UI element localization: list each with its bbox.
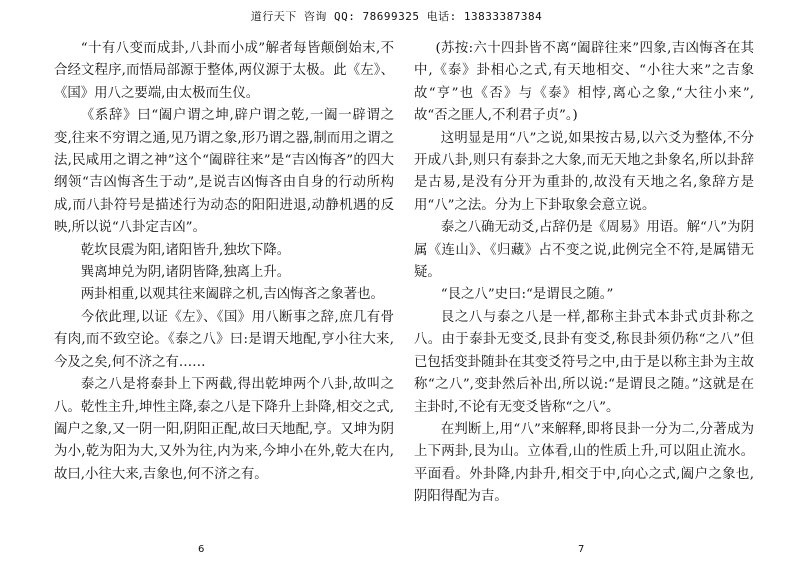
left-page (54, 38, 394, 538)
paragraph: 巽离坤兑为阴,诸阴皆降,独离上升。 (80, 265, 291, 281)
paragraph: 两卦相重,以观其往来阖辟之机,吉凶悔吝之象著也。 (80, 287, 384, 303)
paragraph: “十有八变而成卦,八卦而小成”解者每皆颠倒始末,不合经文程序,而悟局部源于整体,两仪源于太极。此《左》、《国》用八之要端,由太极而生仪。 (54, 41, 394, 101)
paragraph: 艮之八与泰之八是一样,都称主卦式本卦式贞卦称之八。由于泰卦无变爻,艮卦有变爻,称艮卦须仍称“之八”但已包括变卦随卦在其变爻符号之中,由于是以称主卦为主故称“之八”,变卦然后补出,所以说:“是谓艮之随。”这就是在主卦时,不论有无变爻皆称“之八”。 (414, 309, 754, 415)
paragraph: 乾坎艮震为阳,诸阳皆升,独坎下降。 (80, 242, 291, 258)
paragraph: “艮之八”史曰:“是谓艮之随。” (440, 287, 614, 303)
paragraph: (苏按:六十四卦皆不离“阖辟往来”四象,吉凶悔吝在其中,《泰》卦相心之式,有天地相交、“小往大来”之吉象故“亨”也《否》与《泰》相悖,离心之象,“大往小来”,故“否之匪人,不利君子贞”。) (414, 41, 754, 124)
page-number-right: 7 (578, 544, 585, 555)
paragraph: 这明显是用“八”之说,如果按古易,以六爻为整体,不分开成八卦,则只有泰卦之大象,而无天地之卦象名,所以卦辞是古易,是没有分开为重卦的,故没有天地之名,象辞方是用“八”之法。分为上下卦取象会意立说。 (414, 130, 754, 213)
right-page (414, 38, 754, 538)
paragraph: 泰之八确无动爻,占辞仍是《周易》用语。解“八”为阴属《连山》、《归藏》占不变之说,此例完全不符,是属错无疑。 (414, 220, 754, 281)
paragraph: 在判断上,用“八”来解释,即将艮卦一分为二,分著成为上下两卦,艮为山。立体看,山的性质上升,可以阻止流水。平面看。外卦降,内卦升,相交于中,向心之式,阖户之象也,阴阳得配为吉。 (414, 421, 754, 505)
page-number-left: 6 (198, 544, 205, 555)
page-header: 道行天下 咨询 QQ: 78699325 电话: 13833387384 (250, 10, 543, 23)
paragraph: 泰之八是将泰卦上下两截,得出乾坤两个八卦,故叫之八。乾性主升,坤性主降,泰之八是下降升上卦降,相交之式,阖户之象,又一阴一阳,阴阳正配,故曰天地配,亨。又坤为阴为小,乾为阳为大,又外为往,内为来,今坤小在外,乾大在内,故曰,小往大来,吉象也,何不济之有。 (54, 377, 394, 482)
paragraph: 今依此理,以证《左》、《国》用八断事之辞,庶几有骨有肉,而不致空论。《泰之八》曰:是谓天地配,亨小往大来,今及之矣,何不济之有…… (54, 309, 394, 370)
paragraph: 《系辞》曰“阖户谓之坤,辟户谓之乾,一阖一辟谓之变,往来不穷谓之通,见乃谓之象,形乃谓之器,制而用之谓之法,民咸用之谓之神”这个“阖辟往来”是“吉凶悔吝”的四大纲领“吉凶悔吝生于动”,是说吉凶悔吝由自身的行动所构成,而八卦符号是描述行为动态的阳阳进退,动静机遇的反映,所以说“八卦定吉凶”。 (54, 108, 394, 236)
